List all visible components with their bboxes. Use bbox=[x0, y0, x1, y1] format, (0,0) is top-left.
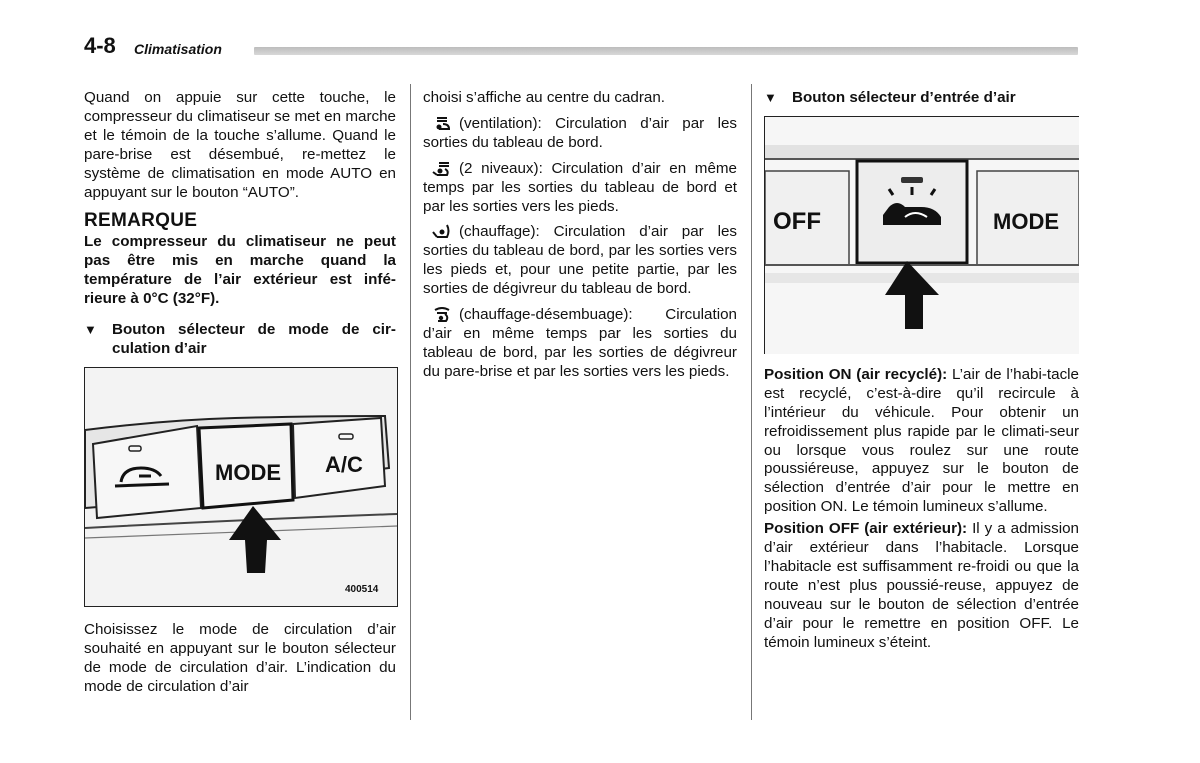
mode-item-bi-level: (2 niveaux): Circulation d’air en même temps par les sorties du tableau de bord et par les sorties vers les pieds. bbox=[423, 159, 737, 215]
mode-button-illustration bbox=[85, 368, 397, 606]
body-paragraph: Choisissez le mode de circulation d’air souhaité en appuyant sur le bouton sélecteur de mode de circulation d’air. L’indication du mode de circulation d’air bbox=[84, 620, 396, 695]
position-off-label: Position OFF (air extérieur): bbox=[764, 520, 968, 538]
air-inlet-illustration bbox=[765, 117, 1079, 354]
ac-button-label: A/C bbox=[325, 451, 363, 477]
position-on-label: Position ON (air recyclé): bbox=[764, 365, 948, 383]
continued-text: choisi s’affiche au centre du cadran. bbox=[423, 89, 666, 106]
heat-mode-icon bbox=[431, 223, 453, 239]
remark-body: Le compresseur du climatiseur ne peut pas être mis en marche quand la température de l’air extérieur est infé-rieure à 0°C (32°F). bbox=[84, 233, 396, 308]
column-3 bbox=[764, 89, 1079, 653]
intro-paragraph: Quand on appuie sur cette touche, le compresseur du climatiseur se met en marche et le témoin de la touche s’allume. Quand le pare-brise est désembué, re-mettez le système de climatisation en mode AUTO en appuyant sur le bouton “AUTO”. bbox=[84, 89, 396, 201]
arrow-icon bbox=[229, 506, 281, 573]
subheading-text: Bouton sélecteur d’entrée d’air bbox=[792, 89, 1016, 106]
mode-button-label: MODE bbox=[993, 208, 1059, 234]
mode-item-heat-defrost: (chauffage-désembuage): Circulation d’air en même temps par les sorties du tableau de bord, par les sorties de dégivreur du pare-brise et par les sorties vers les pieds. bbox=[423, 306, 737, 380]
page-number: 4-8 bbox=[84, 33, 116, 58]
air-inlet-figure bbox=[764, 116, 1079, 354]
mode-item-heat: (chauffage): Circulation d’air par les sorties du tableau de bord, par les sorties vers les pieds et, pour une petite partie, par les sorties de dégivreur du tableau de bord. bbox=[423, 223, 737, 298]
column-divider bbox=[751, 84, 752, 720]
off-button-label: OFF bbox=[773, 207, 821, 235]
mode-button-label: MODE bbox=[215, 459, 281, 485]
column-2 bbox=[423, 89, 737, 382]
column-1 bbox=[84, 89, 396, 696]
remark-title: REMARQUE bbox=[84, 210, 198, 232]
bi-level-mode-icon bbox=[431, 160, 453, 176]
section-title: Climatisation bbox=[134, 41, 222, 57]
position-on-paragraph bbox=[764, 366, 1079, 517]
heat-defrost-mode-icon bbox=[431, 306, 453, 322]
column-divider bbox=[410, 84, 411, 720]
position-off-paragraph bbox=[764, 520, 1079, 652]
subheading-text: Bouton sélecteur de mode de cir-culation d’air bbox=[112, 320, 396, 357]
header-rule bbox=[254, 47, 1078, 55]
triangle-bullet-icon: ▼ bbox=[764, 90, 777, 105]
subheading-air-mode bbox=[84, 321, 396, 359]
subheading-air-inlet bbox=[764, 89, 1079, 108]
mode-button-figure bbox=[84, 367, 398, 607]
page-header bbox=[84, 33, 1078, 59]
figure-code: 400514 bbox=[345, 583, 379, 595]
ventilation-mode-icon bbox=[431, 115, 453, 131]
triangle-bullet-icon: ▼ bbox=[84, 321, 97, 337]
position-on-text: L’air de l’habi-tacle est recyclé, c’est-à-dire qu’il recircule à l’intérieur du véhicule. Pour obtenir un refroidissement plus rapide par le climati-seur ou lorsque vous roulez sur une route poussiéreuse, appuyez sur le bouton de sélection d’entrée d’air pour le mettre en position ON. Le témoin lumineux s’allume. bbox=[764, 365, 1079, 516]
mode-item-ventilation: (ventilation): Circulation d’air par les sorties du tableau de bord. bbox=[423, 114, 737, 151]
position-off-text: Il y a admission d’air extérieur dans l’habitacle. Lorsque l’habitacle est suffisamment re-froidi ou que la route n’est plus poussié-reuse, appuyez de nouveau sur le bouton de sélection d’entrée d’air pour le remettre en position OFF. Le témoin lumineux s’éteint. bbox=[764, 520, 1080, 651]
